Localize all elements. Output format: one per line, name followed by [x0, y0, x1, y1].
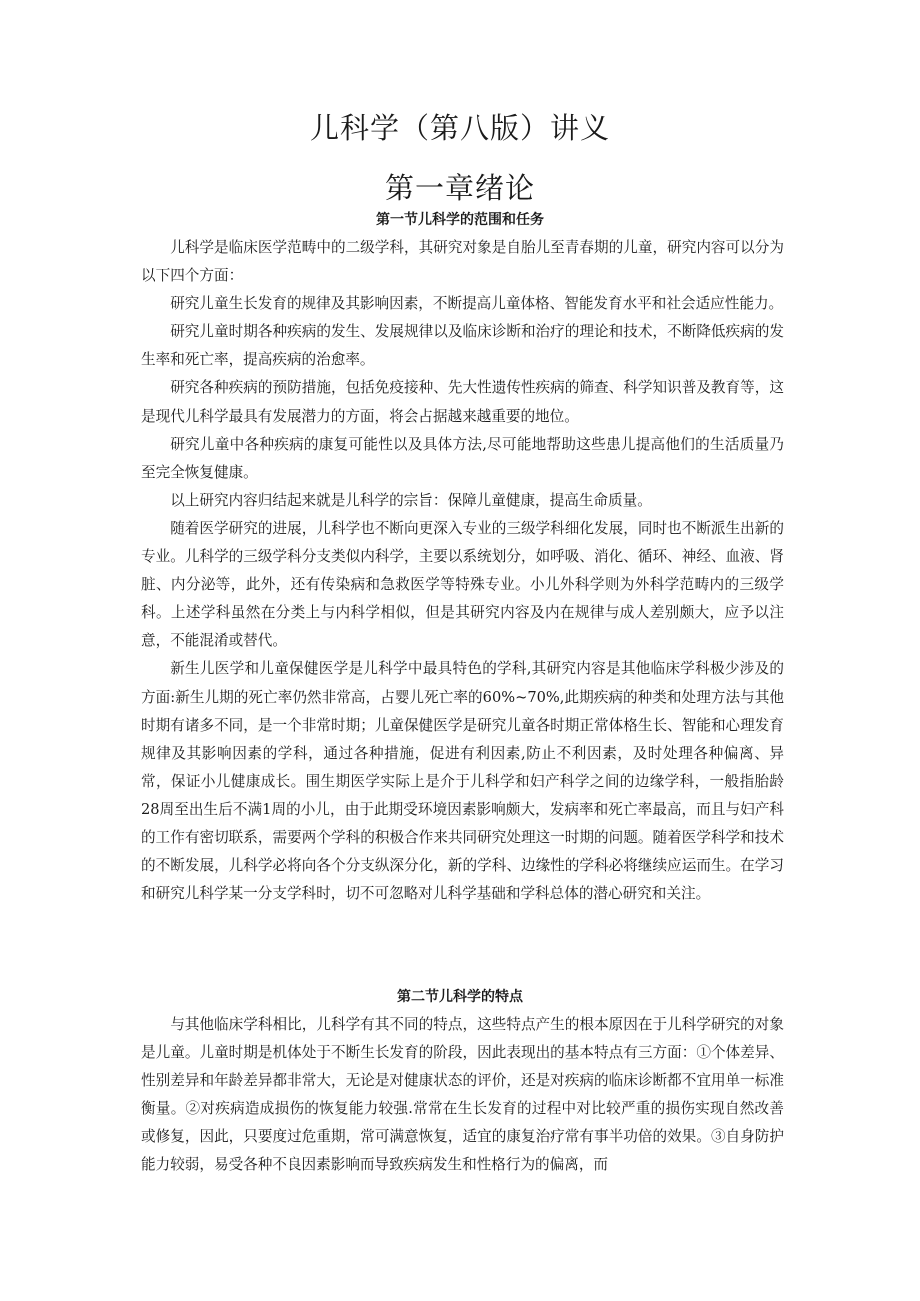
body-paragraph: 研究儿童中各种疾病的康复可能性以及具体方法,尽可能地帮助这些患儿提高他们的生活质量乃至完全恢复健康。 — [141, 435, 784, 481]
section-heading-1: 第一节儿科学的范围和任务 — [376, 212, 544, 228]
body-paragraph: 与其他临床学科相比，儿科学有其不同的特点，这些特点产生的根本原因在于儿科学研究的对象是儿童。儿童时期是机体处于不断生长发育的阶段，因此表现出的基本特点有三方面：①个体差异、性别差异和年龄差异都非常大，无论是对健康状态的评价，还是对疾病的临床诊断都不宜用单一标准衡量。②对疾病造成损伤的恢复能力较强.常常在生长发育的过程中对比较严重的损伤实现自然改善或修复，因此，只要度过危重期，常可满意恢复，适宜的康复治疗常有事半功倍的效果。③自身防护能力较弱，易受各种不良因素影响而导致疾病发生和性格行为的偏离，而 — [141, 1016, 784, 1174]
body-paragraph: 儿科学是临床医学范畴中的二级学科，其研究对象是自胎儿至青春期的儿童，研究内容可以分为以下四个方面： — [141, 239, 784, 285]
body-paragraph: 以上研究内容归结起来就是儿科学的宗旨：保障儿童健康，提高生命质量。 — [170, 491, 652, 509]
chapter-title: 第一章绪论 — [384, 171, 535, 205]
section-heading-2: 第二节儿科学的特点 — [397, 989, 523, 1005]
body-paragraph: 研究儿童生长发育的规律及其影响因素，不断提高儿童体格、智能发育水平和社会适应性能力。 — [170, 295, 784, 313]
body-paragraph: 研究各种疾病的预防措施，包括免疫接种、先大性遗传性疾病的筛查、科学知识普及教育等，这是现代儿科学最具有发展潜力的方面，将会占据越来越重要的地位。 — [141, 379, 784, 425]
body-paragraph: 随着医学研究的进展，儿科学也不断向更深入专业的三级学科细化发展，同时也不断派生出新的专业。儿科学的三级学科分支类似内科学，主要以系统划分，如呼吸、消化、循环、神经、血液、肾脏、内分泌等，此外，还有传染病和急救医学等特殊专业。小儿外科学则为外科学范畴内的三级学科。上述学科虽然在分类上与内科学相似，但是其研究内容及内在规律与成人差别颇大，应予以注意，不能混淆或替代。 — [141, 519, 784, 650]
body-paragraph: 研究儿童时期各种疾病的发生、发展规律以及临床诊断和治疗的理论和技术，不断降低疾病的发生率和死亡率，提高疾病的治愈率。 — [141, 323, 784, 369]
body-paragraph: 新生儿医学和儿童保健医学是儿科学中最具特色的学科,其研究内容是其他临床学科极少涉及的方面:新生儿期的死亡率仍然非常高，占婴儿死亡率的60%~70%,此期疾病的种类和处理方法与其他时期有诸多不同，是一个非常时期；儿童保健医学是研究儿童各时期正常体格生长、智能和心理发育规律及其影响因素的学科，通过各种措施，促进有利因素,防止不利因素，及时处理各种偏离、异常，保证小儿健康成长。围生期医学实际上是介于儿科学和妇产科学之间的边缘学科，一般指胎龄28周至出生后不满1周的小儿，由于此期受环境因素影响颇大，发病率和死亡率最高，而且与妇产科的工作有密切联系，需要两个学科的积极合作来共同研究处理这一时期的问题。随着医学科学和技术的不断发展，儿科学必将向各个分支纵深分化，新的学科、边缘性的学科必将继续应运而生。在学习和研究儿科学某一分支学科时，切不可忽略对儿科学基础和学科总体的潜心研究和关注。 — [141, 660, 784, 903]
document-title: 儿科学（第八版）讲义 — [309, 111, 610, 145]
section-2-body — [141, 1011, 784, 1180]
section-1-body — [141, 234, 784, 908]
